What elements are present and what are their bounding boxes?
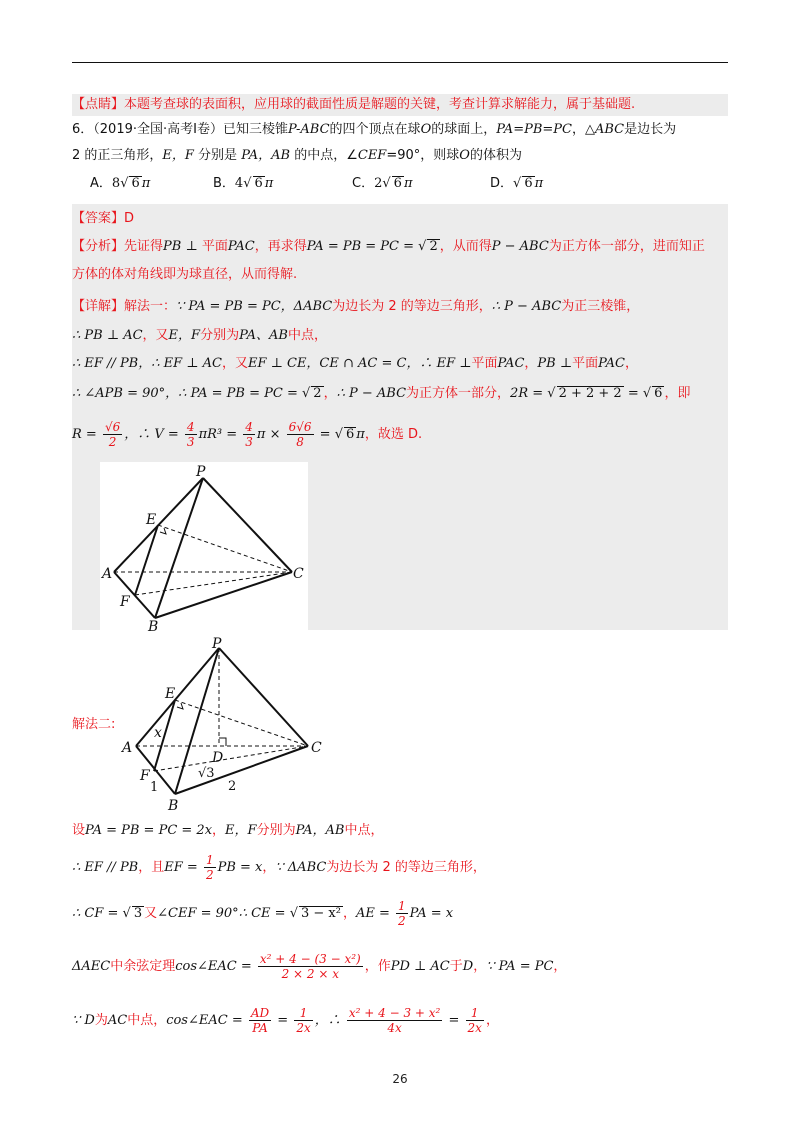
problem-line-1: 6．（2019·全国·高考Ⅰ卷）已知三棱锥P-ABC的四个顶点在球O的球面上，PA=PB=PC，△ABC是边长为: [72, 122, 677, 137]
option-d[interactable]: D．√ 6 π: [490, 176, 544, 191]
label-c: C: [293, 566, 304, 582]
label-p: P: [212, 636, 222, 652]
detail-line-5: R = $\frac{√6}{2}$ ，∴ V = $\frac{4}{3}$ πR³ = $\frac{4}{3}$ π × $\frac{6√6}{8}$ = √ 6 π，故选 D.: [72, 420, 423, 449]
label-b: B: [168, 798, 179, 812]
figure-2-tetrahedron: [118, 636, 330, 812]
label-two: 2: [228, 779, 237, 794]
method2-line-3: ∴ CF = √ 3 又∠CEF = 90°∴ CE = √ 3 − x² ，AE = $\frac{1}{2}$ PA = x: [72, 899, 454, 928]
option-c[interactable]: C．2√ 6 π: [352, 176, 413, 191]
method2-line-5: ∵ D为AC中点，cos∠EAC = $\frac{AD}{PA}$ = $\frac{1}{2x}$ ，∴ $\frac{\text{x² + 4 − 3 + x²}}{4x}$ = $\frac{1}{2x}$ ，: [72, 1006, 499, 1035]
label-f: F: [120, 594, 130, 610]
label-f: F: [140, 768, 150, 784]
label-d: D: [212, 750, 224, 766]
problem-line-2: 2 的正三角形，E，F 分别是 PA，AB 的中点，∠CEF=90°，则球O的体积为: [72, 148, 522, 163]
label-c: C: [311, 740, 322, 756]
detail-line-4: ∴ ∠APB = 90°，∴ PA = PB = PC = √ 2 ，∴ P − ABC为正方体一部分，2R = √ 2 + 2 + 2 = √ 6 ，即: [72, 386, 691, 401]
answer-value: D: [124, 211, 135, 226]
detail-line-2: ∴ PB ⊥ AC，又E，F分别为PA、AB中点，: [72, 328, 327, 343]
problem-source: （2019·全国·高考Ⅰ卷）: [93, 122, 223, 137]
option-b[interactable]: B．4√ 6 π: [213, 176, 274, 191]
label-a: A: [102, 566, 113, 582]
figure-1-tetrahedron: [100, 462, 308, 632]
label-p: P: [196, 464, 206, 480]
label-e: E: [165, 686, 176, 702]
analysis-line-1: 【分析】先证得PB ⊥ 平面PAC，再求得PA = PB = PC = √ 2 ，从而得P − ABC为正方体一部分，进而知正: [72, 239, 705, 254]
answer-tag: 【答案】: [72, 211, 125, 226]
analysis-line-2: 方体的体对角线即为球直径，从而得解.: [72, 267, 298, 282]
label-b: B: [148, 619, 159, 632]
option-a[interactable]: A．8√ 6 π: [90, 176, 151, 191]
note-tag: 【点睛】: [72, 97, 125, 112]
note-text: 本题考查球的表面积，应用球的截面性质是解题的关键，考查计算求解能力，属于基础题.: [124, 97, 636, 112]
label-one: 1: [150, 780, 159, 795]
method2-line-2: ∴ EF // PB，且EF = $\frac{1}{2}$ PB = x，∵ ΔABC为边长为 2 的等边三角形，: [72, 853, 486, 882]
label-e: E: [146, 512, 157, 528]
note-line: [72, 96, 635, 114]
page-number: 26: [392, 1072, 408, 1086]
label-x: x: [154, 725, 162, 741]
method-2-label: 解法二:: [72, 717, 116, 732]
answer-line: [72, 210, 134, 228]
method2-line-4: ΔAEC中余弦定理cos∠EAC = $\frac{\text{x² + 4 − (3 − x²)}}{2 \times 2 \times x}$ ，作PD ⊥ AC于D，∵ PA = PC，: [72, 952, 567, 981]
detail-line-1: 【详解】解法一：∵ PA = PB = PC，ΔABC为边长为 2 的等边三角形，∴ P − ABC为正三棱锥，: [72, 299, 640, 314]
label-sqrt3: √3: [198, 766, 215, 781]
label-a: A: [122, 740, 133, 756]
problem-number: 6．: [72, 122, 94, 137]
header-rule: [72, 62, 728, 63]
method2-line-1: 设PA = PB = PC = 2x，E，F分别为PA，AB中点，: [72, 823, 384, 838]
detail-line-3: ∴ EF // PB，∴ EF ⊥ AC，又EF ⊥ CE，CE ∩ AC = C，∴ EF ⊥平面PAC，PB ⊥平面PAC，: [72, 356, 638, 371]
